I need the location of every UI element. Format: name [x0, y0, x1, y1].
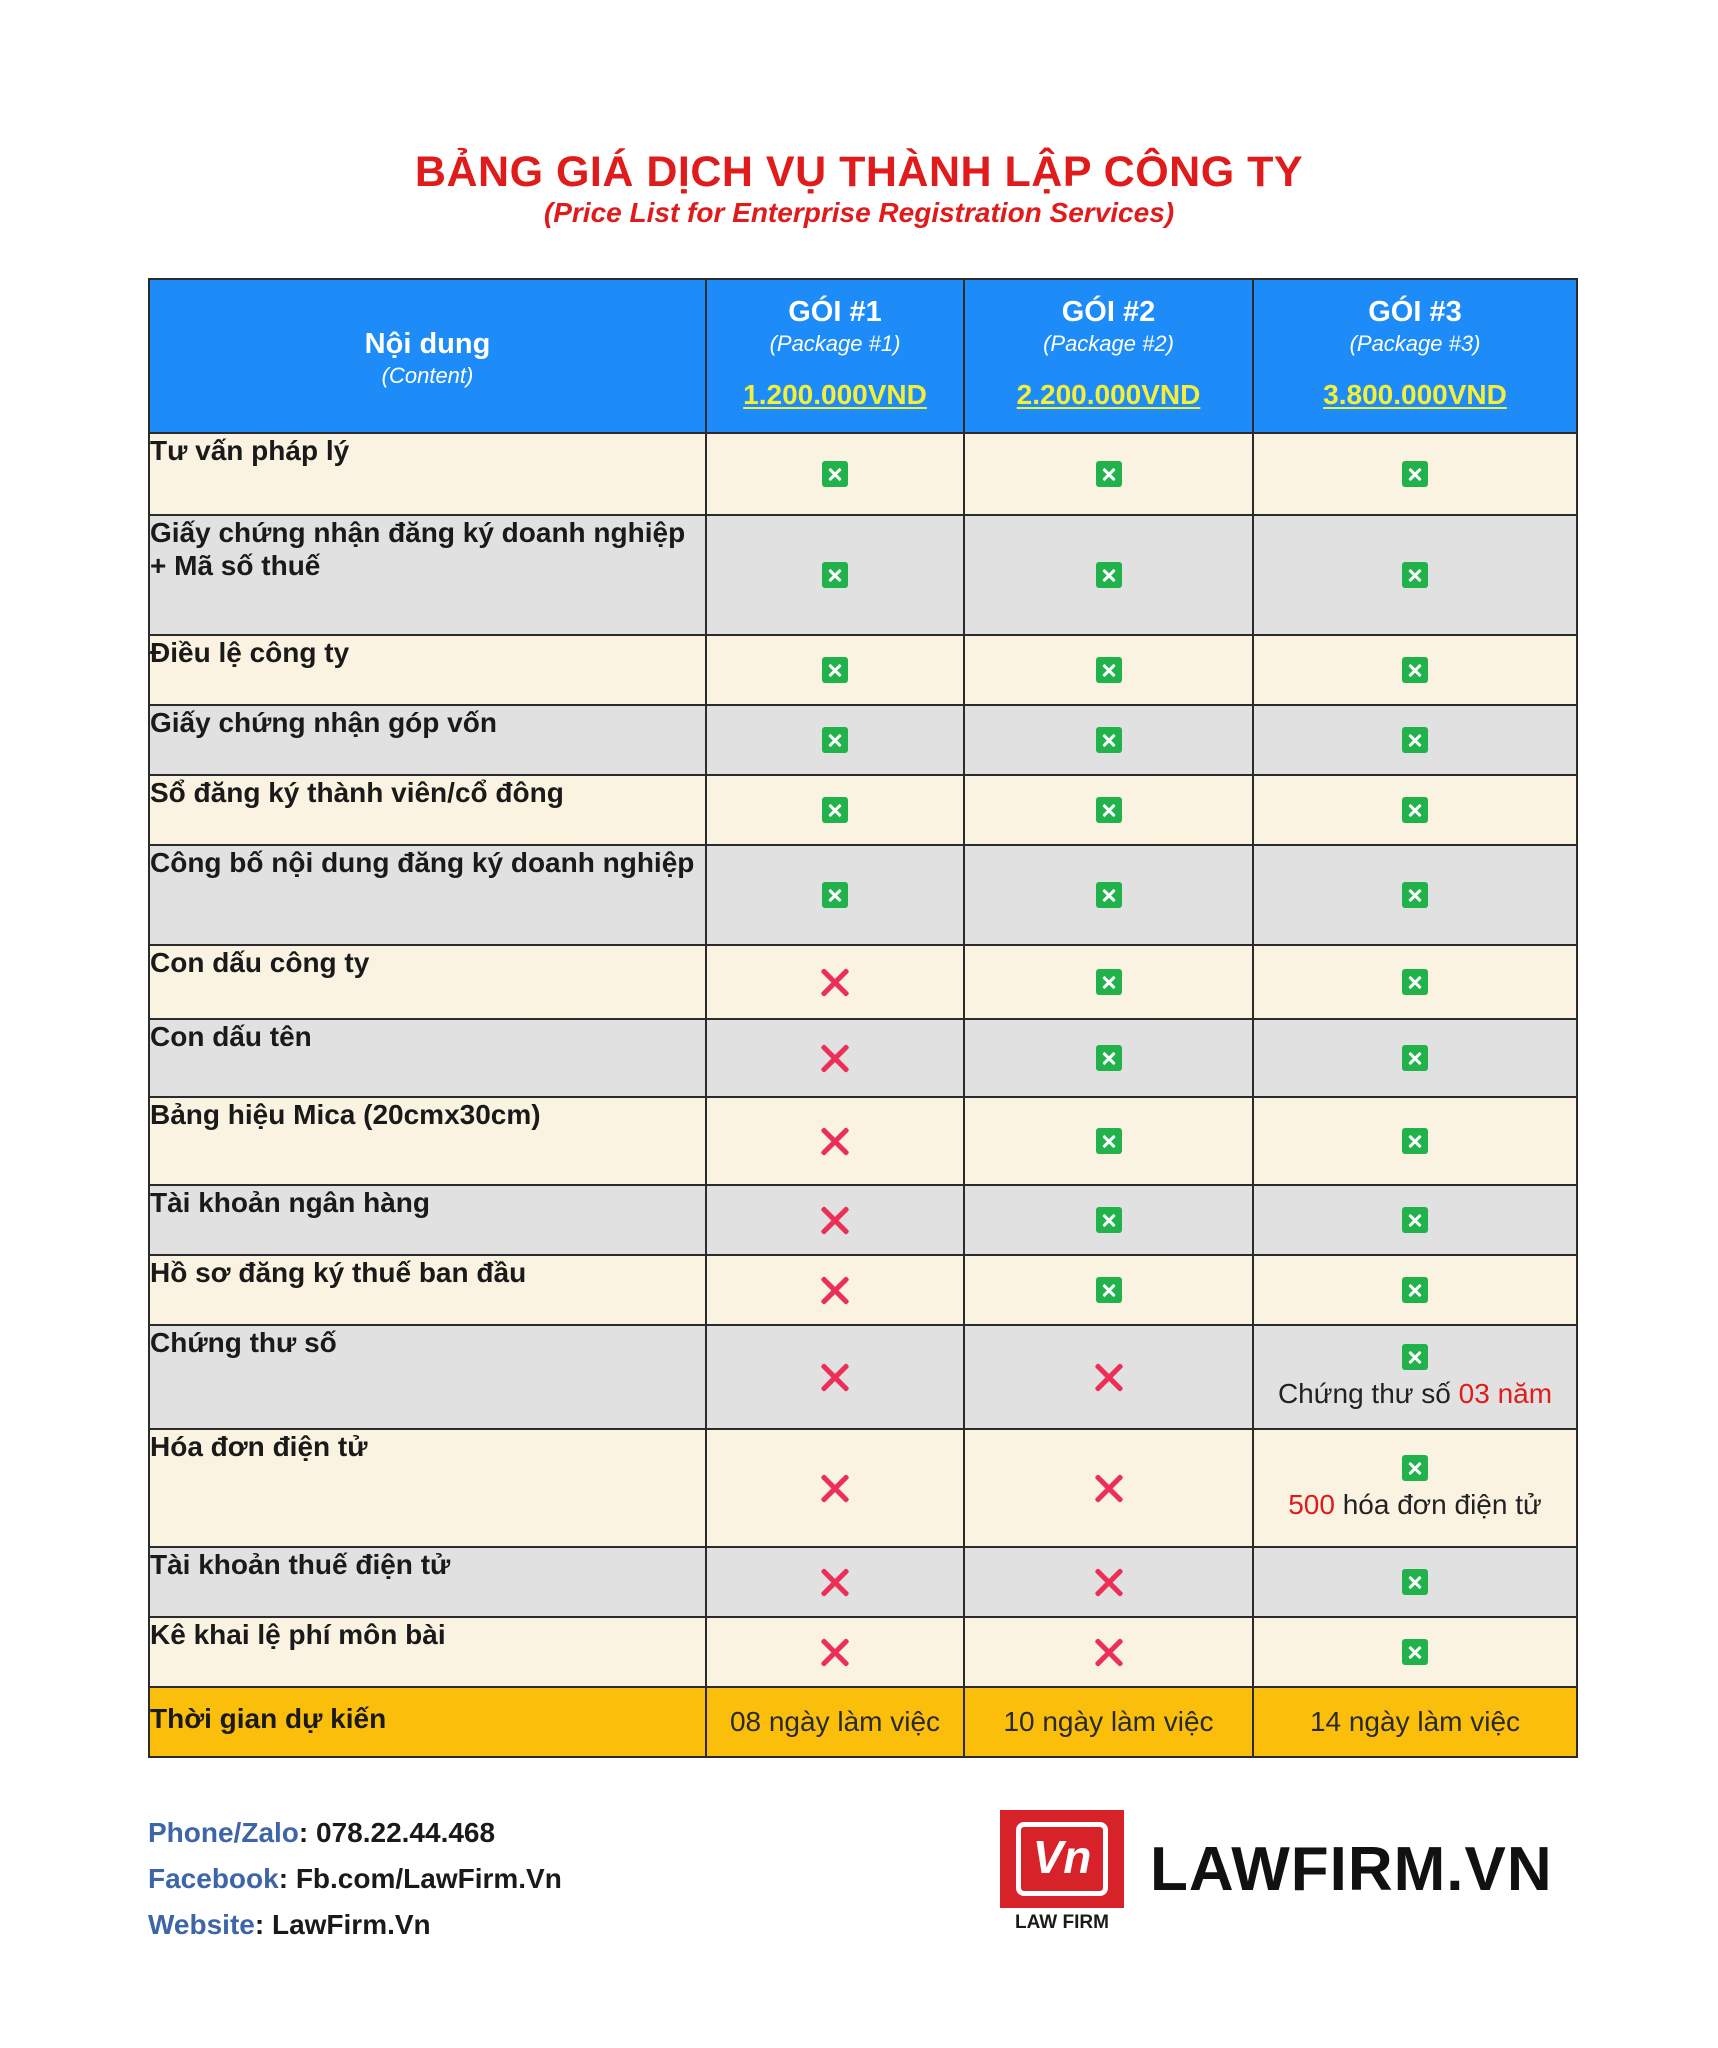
cross-icon — [1093, 1566, 1125, 1598]
table-row — [149, 1097, 1577, 1185]
row-label: Bảng hiệu Mica (20cmx30cm) — [149, 1097, 706, 1185]
website-value: LawFirm.Vn — [271, 1909, 431, 1940]
row-label: Giấy chứng nhận góp vốn — [149, 705, 706, 775]
content-column-header — [149, 279, 706, 433]
check-icon — [1402, 1207, 1428, 1233]
note-text: Chứng thư số — [1277, 1378, 1459, 1409]
contact-phone: Phone/Zalo: 078.22.44.468 — [148, 1817, 496, 1848]
table-body — [149, 433, 1577, 1687]
brand-name: LAWFIRM.VN — [1150, 1835, 1553, 1904]
package-name: GÓI #2 — [1061, 296, 1156, 328]
check-icon — [1402, 1344, 1428, 1370]
package-2-cell — [964, 1097, 1253, 1185]
package-1-cell — [706, 1019, 964, 1097]
package-1-cell — [706, 845, 964, 945]
row-label: Điều lệ công ty — [149, 635, 706, 705]
row-label: Tài khoản ngân hàng — [149, 1185, 706, 1255]
row-label: Hồ sơ đăng ký thuế ban đầu — [149, 1255, 706, 1325]
package-1-cell — [706, 1255, 964, 1325]
row-label: Chứng thư số — [149, 1325, 706, 1429]
table-row — [149, 1325, 1577, 1429]
package-1-cell — [706, 775, 964, 845]
check-icon — [1402, 1045, 1428, 1071]
note-highlight: 03 năm — [1458, 1378, 1553, 1409]
package-2-cell — [964, 1547, 1253, 1617]
duration-package-3: 14 ngày làm việc — [1253, 1687, 1577, 1757]
check-icon — [1402, 727, 1428, 753]
package-name: GÓI #1 — [788, 296, 882, 328]
cross-icon — [819, 1636, 851, 1668]
package-note — [1254, 1378, 1576, 1410]
row-label: Con dấu tên — [149, 1019, 706, 1097]
check-icon — [822, 882, 848, 908]
package-2-cell — [964, 635, 1253, 705]
check-icon — [822, 797, 848, 823]
package-3-cell — [1253, 775, 1577, 845]
phone-value: 078.22.44.468 — [316, 1817, 496, 1848]
package-3-header — [1253, 279, 1577, 433]
package-subtitle: (Package #3) — [1349, 331, 1481, 356]
row-label: Hóa đơn điện tử — [149, 1429, 706, 1547]
price-table — [148, 278, 1578, 1758]
package-3-cell — [1253, 1325, 1577, 1429]
facebook-value: Fb.com/LawFirm.Vn — [295, 1863, 562, 1894]
package-2-cell — [964, 1429, 1253, 1547]
cross-icon — [819, 1042, 851, 1074]
row-label: Tư vấn pháp lý — [149, 433, 706, 515]
check-icon — [1096, 562, 1122, 588]
package-1-cell — [706, 1547, 964, 1617]
cross-icon — [1093, 1472, 1125, 1504]
page-subtitle: (Price List for Enterprise Registration Services) — [543, 197, 1175, 228]
package-1-cell — [706, 705, 964, 775]
check-icon — [1402, 1569, 1428, 1595]
package-1-cell — [706, 1325, 964, 1429]
package-2-cell — [964, 1019, 1253, 1097]
package-2-cell — [964, 433, 1253, 515]
website-label: Website — [148, 1909, 255, 1940]
note-text: hóa đơn điện tử — [1334, 1489, 1542, 1520]
row-label: Giấy chứng nhận đăng ký doanh nghiệp + Mã số thuế — [149, 515, 706, 635]
package-3-cell — [1253, 845, 1577, 945]
row-label: Sổ đăng ký thành viên/cổ đông — [149, 775, 706, 845]
table-row — [149, 515, 1577, 635]
check-icon — [1096, 1128, 1122, 1154]
package-3-cell — [1253, 515, 1577, 635]
package-price: 2.200.000VND — [1016, 379, 1201, 410]
package-1-cell — [706, 1617, 964, 1687]
check-icon — [1402, 1128, 1428, 1154]
contact-facebook: Facebook: Fb.com/LawFirm.Vn — [148, 1863, 562, 1894]
check-icon — [1402, 1639, 1428, 1665]
table-row — [149, 1019, 1577, 1097]
package-subtitle: (Package #2) — [1043, 331, 1174, 356]
check-icon — [1096, 727, 1122, 753]
package-1-cell — [706, 635, 964, 705]
check-icon — [1096, 797, 1122, 823]
package-3-cell — [1253, 1429, 1577, 1547]
package-3-cell — [1253, 635, 1577, 705]
lawfirm-logo-icon: Vn — [1000, 1810, 1124, 1908]
contact-info — [148, 1810, 562, 1948]
cross-icon — [1093, 1361, 1125, 1393]
table-row — [149, 635, 1577, 705]
package-1-cell — [706, 515, 964, 635]
package-2-cell — [964, 775, 1253, 845]
package-note — [1254, 1489, 1576, 1521]
table-header-row — [149, 279, 1577, 433]
check-icon — [1402, 461, 1428, 487]
table-row — [149, 1617, 1577, 1687]
cross-icon — [819, 1204, 851, 1236]
cross-icon — [819, 1125, 851, 1157]
check-icon — [1096, 969, 1122, 995]
check-icon — [822, 727, 848, 753]
package-2-cell — [964, 515, 1253, 635]
row-label: Tài khoản thuế điện tử — [149, 1547, 706, 1617]
package-1-cell — [706, 1185, 964, 1255]
package-3-cell — [1253, 1255, 1577, 1325]
logo-caption: LAW FIRM — [1015, 1912, 1109, 1933]
package-1-cell — [706, 1429, 964, 1547]
check-icon — [1402, 1277, 1428, 1303]
package-2-cell — [964, 845, 1253, 945]
package-3-cell — [1253, 1097, 1577, 1185]
package-3-cell — [1253, 1617, 1577, 1687]
content-header-subtitle: (Content) — [381, 363, 474, 388]
facebook-label: Facebook — [148, 1863, 279, 1894]
check-icon — [1402, 969, 1428, 995]
package-3-cell — [1253, 433, 1577, 515]
package-3-cell — [1253, 705, 1577, 775]
cross-icon — [819, 1472, 851, 1504]
check-icon — [1096, 461, 1122, 487]
package-3-cell — [1253, 1019, 1577, 1097]
check-icon — [1096, 657, 1122, 683]
check-icon — [1096, 1207, 1122, 1233]
package-3-cell — [1253, 945, 1577, 1019]
package-2-cell — [964, 1325, 1253, 1429]
check-icon — [822, 461, 848, 487]
table-row — [149, 433, 1577, 515]
table-row — [149, 845, 1577, 945]
table-row — [149, 1185, 1577, 1255]
package-price: 1.200.000VND — [743, 379, 927, 410]
cross-icon — [819, 966, 851, 998]
table-row — [149, 1255, 1577, 1325]
contact-website: Website: LawFirm.Vn — [148, 1909, 431, 1940]
row-label: Kê khai lệ phí môn bài — [149, 1617, 706, 1687]
package-2-header — [964, 279, 1253, 433]
check-icon — [822, 562, 848, 588]
table-row — [149, 705, 1577, 775]
package-2-cell — [964, 1617, 1253, 1687]
cross-icon — [819, 1361, 851, 1393]
phone-label: Phone/Zalo — [148, 1817, 299, 1848]
duration-package-1: 08 ngày làm việc — [706, 1687, 964, 1757]
check-icon — [1402, 562, 1428, 588]
row-label: Con dấu công ty — [149, 945, 706, 1019]
check-icon — [1402, 657, 1428, 683]
check-icon — [1096, 1045, 1122, 1071]
content-header-title: Nội dung — [364, 328, 491, 360]
check-icon — [1402, 882, 1428, 908]
package-2-cell — [964, 1185, 1253, 1255]
check-icon — [1096, 1277, 1122, 1303]
package-2-cell — [964, 1255, 1253, 1325]
cross-icon — [819, 1274, 851, 1306]
table-row — [149, 945, 1577, 1019]
check-icon — [1402, 1455, 1428, 1481]
package-subtitle: (Package #1) — [769, 331, 901, 356]
row-label: Công bố nội dung đăng ký doanh nghiệp — [149, 845, 706, 945]
package-1-cell — [706, 433, 964, 515]
package-3-cell — [1253, 1185, 1577, 1255]
package-1-cell — [706, 945, 964, 1019]
package-3-cell — [1253, 1547, 1577, 1617]
table-row — [149, 775, 1577, 845]
page-title: BẢNG GIÁ DỊCH VỤ THÀNH LẬP CÔNG TY — [414, 148, 1304, 196]
package-price: 3.800.000VND — [1323, 379, 1507, 410]
package-1-cell — [706, 1097, 964, 1185]
check-icon — [822, 657, 848, 683]
cross-icon — [1093, 1636, 1125, 1668]
table-row — [149, 1429, 1577, 1547]
duration-label: Thời gian dự kiến — [149, 1687, 706, 1757]
package-2-cell — [964, 945, 1253, 1019]
check-icon — [1402, 797, 1428, 823]
check-icon — [1096, 882, 1122, 908]
package-name: GÓI #3 — [1368, 296, 1462, 328]
package-1-header — [706, 279, 964, 433]
cross-icon — [819, 1566, 851, 1598]
duration-package-2: 10 ngày làm việc — [964, 1687, 1253, 1757]
duration-row — [149, 1687, 1577, 1757]
note-highlight: 500 — [1288, 1489, 1335, 1520]
package-2-cell — [964, 705, 1253, 775]
table-row — [149, 1547, 1577, 1617]
